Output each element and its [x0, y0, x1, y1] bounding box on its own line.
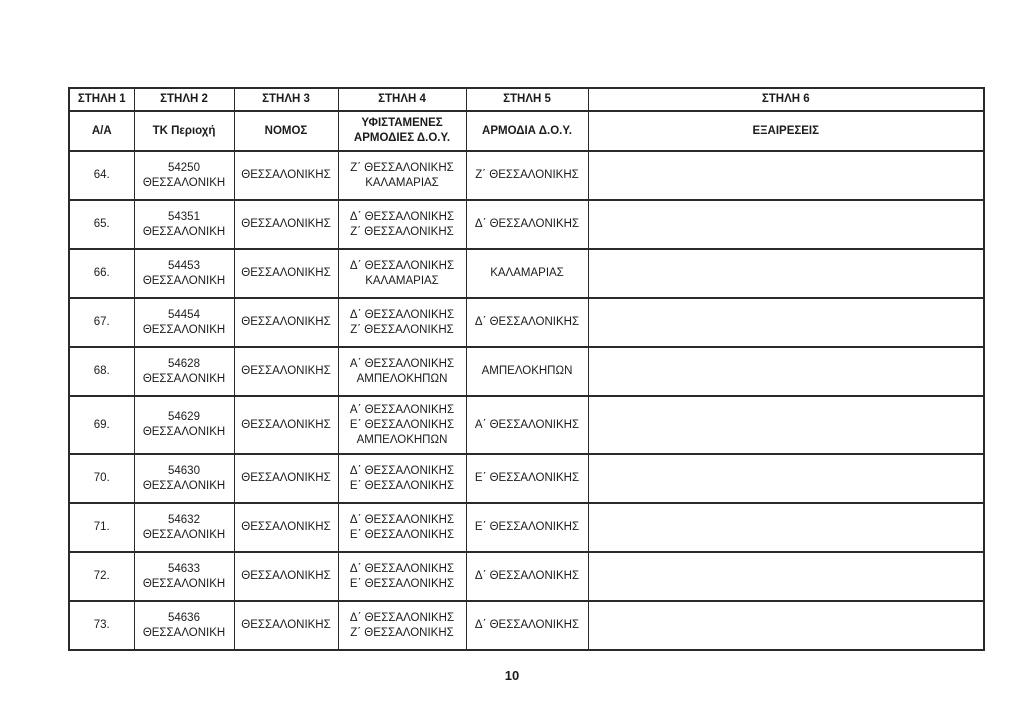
cell-competent-doy: Ε΄ ΘΕΣΣΑΛΟΝΙΚΗΣ — [466, 503, 588, 552]
cell-existing-doy — [338, 552, 466, 601]
table-row-73 — [69, 601, 984, 650]
cell-aa: 69. — [69, 396, 134, 454]
existing-doy-line: Δ΄ ΘΕΣΣΑΛΟΝΙΚΗΣ — [349, 611, 455, 624]
existing-doy-line: ΚΑΛΑΜΑΡΙΑΣ — [365, 274, 439, 287]
cell-existing-doy — [338, 347, 466, 396]
cell-tk-periochi — [134, 454, 234, 503]
postal-area: ΘΕΣΣΑΛΟΝΙΚΗ — [142, 176, 226, 189]
cell-nomos: ΘΕΣΣΑΛΟΝΙΚΗΣ — [234, 454, 338, 503]
postal-area: ΘΕΣΣΑΛΟΝΙΚΗ — [142, 225, 226, 238]
header-competent-doy: ΑΡΜΟΔΙΑ Δ.Ο.Υ. — [466, 111, 588, 151]
existing-doy-line: Α΄ ΘΕΣΣΑΛΟΝΙΚΗΣ — [349, 357, 455, 370]
table-header — [69, 88, 984, 151]
postal-code: 54633 — [168, 562, 200, 575]
header-existing-doy-line1: ΥΦΙΣΤΑΜΕΝΕΣ — [361, 117, 443, 129]
postal-area: ΘΕΣΣΑΛΟΝΙΚΗ — [142, 528, 226, 541]
existing-doy-line: ΚΑΛΑΜΑΡΙΑΣ — [365, 176, 439, 189]
header-stili-5: ΣΤΗΛΗ 5 — [466, 88, 588, 111]
existing-doy-line: Δ΄ ΘΕΣΣΑΛΟΝΙΚΗΣ — [349, 464, 455, 477]
table-row-65 — [69, 200, 984, 249]
cell-aa: 65. — [69, 200, 134, 249]
cell-existing-doy — [338, 454, 466, 503]
table-row-70 — [69, 454, 984, 503]
header-existing-doy-line2: ΑΡΜΟΔΙΕΣ Δ.Ο.Υ. — [353, 132, 451, 144]
cell-exceptions — [588, 200, 984, 249]
postal-code: 54250 — [168, 161, 200, 174]
cell-aa: 64. — [69, 151, 134, 200]
postal-area: ΘΕΣΣΑΛΟΝΙΚΗ — [142, 479, 226, 492]
cell-nomos: ΘΕΣΣΑΛΟΝΙΚΗΣ — [234, 552, 338, 601]
postal-area: ΘΕΣΣΑΛΟΝΙΚΗ — [142, 372, 226, 385]
doy-assignment-table — [68, 87, 985, 651]
cell-exceptions — [588, 601, 984, 650]
cell-aa: 70. — [69, 454, 134, 503]
existing-doy-line: Δ΄ ΘΕΣΣΑΛΟΝΙΚΗΣ — [349, 513, 455, 526]
postal-area: ΘΕΣΣΑΛΟΝΙΚΗ — [142, 577, 226, 590]
postal-code: 54453 — [168, 259, 200, 272]
cell-competent-doy: ΑΜΠΕΛΟΚΗΠΩΝ — [466, 347, 588, 396]
cell-nomos: ΘΕΣΣΑΛΟΝΙΚΗΣ — [234, 347, 338, 396]
header-exceptions: ΕΞΑΙΡΕΣΕΙΣ — [588, 111, 984, 151]
cell-aa: 72. — [69, 552, 134, 601]
header-stili-1: ΣΤΗΛΗ 1 — [69, 88, 134, 111]
cell-nomos: ΘΕΣΣΑΛΟΝΙΚΗΣ — [234, 298, 338, 347]
postal-code: 54454 — [168, 308, 200, 321]
postal-code: 54632 — [168, 513, 200, 526]
cell-existing-doy — [338, 396, 466, 454]
cell-tk-periochi — [134, 298, 234, 347]
existing-doy-line: ΑΜΠΕΛΟΚΗΠΩΝ — [356, 433, 448, 446]
cell-aa: 68. — [69, 347, 134, 396]
postal-area: ΘΕΣΣΑΛΟΝΙΚΗ — [142, 626, 226, 639]
postal-code: 54636 — [168, 611, 200, 624]
postal-code: 54629 — [168, 411, 200, 423]
cell-exceptions — [588, 454, 984, 503]
existing-doy-line: Ε΄ ΘΕΣΣΑΛΟΝΙΚΗΣ — [349, 418, 455, 431]
cell-nomos: ΘΕΣΣΑΛΟΝΙΚΗΣ — [234, 200, 338, 249]
existing-doy-line: Α΄ ΘΕΣΣΑΛΟΝΙΚΗΣ — [349, 403, 455, 416]
column-number-header-row — [69, 88, 984, 111]
cell-nomos: ΘΕΣΣΑΛΟΝΙΚΗΣ — [234, 151, 338, 200]
cell-aa: 67. — [69, 298, 134, 347]
postal-code: 54630 — [168, 464, 200, 477]
header-existing-doy — [338, 111, 466, 151]
existing-doy-line: Δ΄ ΘΕΣΣΑΛΟΝΙΚΗΣ — [349, 308, 455, 321]
cell-competent-doy: Α΄ ΘΕΣΣΑΛΟΝΙΚΗΣ — [466, 396, 588, 454]
header-aa: Α/Α — [69, 111, 134, 151]
column-title-header-row — [69, 111, 984, 151]
cell-existing-doy — [338, 503, 466, 552]
cell-aa: 73. — [69, 601, 134, 650]
cell-nomos: ΘΕΣΣΑΛΟΝΙΚΗΣ — [234, 396, 338, 454]
header-tk-periochi: ΤΚ Περιοχή — [134, 111, 234, 151]
cell-competent-doy: ΚΑΛΑΜΑΡΙΑΣ — [466, 249, 588, 298]
postal-area: ΘΕΣΣΑΛΟΝΙΚΗ — [142, 426, 226, 438]
cell-existing-doy — [338, 601, 466, 650]
table-row-64 — [69, 151, 984, 200]
existing-doy-line: Δ΄ ΘΕΣΣΑΛΟΝΙΚΗΣ — [349, 562, 455, 575]
cell-nomos: ΘΕΣΣΑΛΟΝΙΚΗΣ — [234, 249, 338, 298]
header-stili-4: ΣΤΗΛΗ 4 — [338, 88, 466, 111]
cell-tk-periochi — [134, 601, 234, 650]
table-row-68 — [69, 347, 984, 396]
cell-exceptions — [588, 151, 984, 200]
cell-existing-doy — [338, 200, 466, 249]
cell-competent-doy: Ζ΄ ΘΕΣΣΑΛΟΝΙΚΗΣ — [466, 151, 588, 200]
cell-exceptions — [588, 347, 984, 396]
existing-doy-line: Ε΄ ΘΕΣΣΑΛΟΝΙΚΗΣ — [349, 479, 455, 492]
header-stili-2: ΣΤΗΛΗ 2 — [134, 88, 234, 111]
cell-existing-doy — [338, 249, 466, 298]
cell-exceptions — [588, 396, 984, 454]
existing-doy-line: Δ΄ ΘΕΣΣΑΛΟΝΙΚΗΣ — [349, 259, 455, 272]
postal-code: 54628 — [168, 357, 200, 370]
cell-tk-periochi — [134, 347, 234, 396]
cell-competent-doy: Δ΄ ΘΕΣΣΑΛΟΝΙΚΗΣ — [466, 298, 588, 347]
header-stili-3: ΣΤΗΛΗ 3 — [234, 88, 338, 111]
cell-tk-periochi — [134, 151, 234, 200]
header-stili-6: ΣΤΗΛΗ 6 — [588, 88, 984, 111]
cell-nomos: ΘΕΣΣΑΛΟΝΙΚΗΣ — [234, 503, 338, 552]
cell-competent-doy: Δ΄ ΘΕΣΣΑΛΟΝΙΚΗΣ — [466, 601, 588, 650]
table-row-72 — [69, 552, 984, 601]
table-row-66 — [69, 249, 984, 298]
cell-tk-periochi — [134, 503, 234, 552]
cell-nomos: ΘΕΣΣΑΛΟΝΙΚΗΣ — [234, 601, 338, 650]
postal-code: 54351 — [168, 210, 200, 223]
existing-doy-line: ΑΜΠΕΛΟΚΗΠΩΝ — [356, 372, 448, 385]
cell-exceptions — [588, 503, 984, 552]
existing-doy-line: Ζ΄ ΘΕΣΣΑΛΟΝΙΚΗΣ — [350, 626, 454, 639]
cell-competent-doy: Δ΄ ΘΕΣΣΑΛΟΝΙΚΗΣ — [466, 200, 588, 249]
existing-doy-line: Δ΄ ΘΕΣΣΑΛΟΝΙΚΗΣ — [349, 210, 455, 223]
cell-tk-periochi — [134, 249, 234, 298]
cell-tk-periochi — [134, 552, 234, 601]
cell-competent-doy: Δ΄ ΘΕΣΣΑΛΟΝΙΚΗΣ — [466, 552, 588, 601]
existing-doy-line: Ζ΄ ΘΕΣΣΑΛΟΝΙΚΗΣ — [350, 323, 454, 336]
page-number: 10 — [504, 668, 520, 683]
existing-doy-line: Ε΄ ΘΕΣΣΑΛΟΝΙΚΗΣ — [349, 528, 455, 541]
cell-exceptions — [588, 298, 984, 347]
table-row-69 — [69, 396, 984, 454]
header-nomos: ΝΟΜΟΣ — [234, 111, 338, 151]
postal-area: ΘΕΣΣΑΛΟΝΙΚΗ — [142, 274, 226, 287]
existing-doy-line: Ζ΄ ΘΕΣΣΑΛΟΝΙΚΗΣ — [350, 161, 454, 174]
cell-aa: 71. — [69, 503, 134, 552]
existing-doy-line: Ζ΄ ΘΕΣΣΑΛΟΝΙΚΗΣ — [350, 225, 454, 238]
table-row-67 — [69, 298, 984, 347]
cell-existing-doy — [338, 298, 466, 347]
cell-exceptions — [588, 249, 984, 298]
cell-competent-doy: Ε΄ ΘΕΣΣΑΛΟΝΙΚΗΣ — [466, 454, 588, 503]
table-body — [69, 151, 984, 650]
cell-aa: 66. — [69, 249, 134, 298]
table-row-71 — [69, 503, 984, 552]
cell-tk-periochi — [134, 200, 234, 249]
cell-existing-doy — [338, 151, 466, 200]
cell-exceptions — [588, 552, 984, 601]
existing-doy-line: Ε΄ ΘΕΣΣΑΛΟΝΙΚΗΣ — [349, 577, 455, 590]
cell-tk-periochi — [134, 396, 234, 454]
postal-area: ΘΕΣΣΑΛΟΝΙΚΗ — [142, 323, 226, 336]
